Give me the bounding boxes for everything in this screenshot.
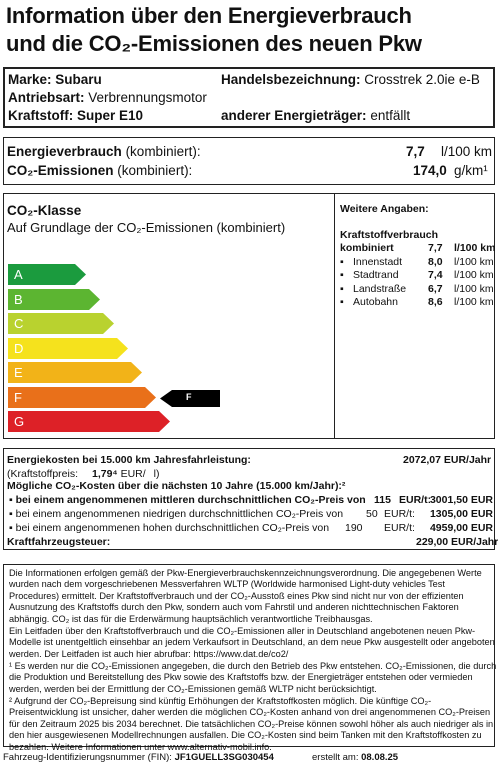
- verbrauch-value: 7,7: [428, 242, 443, 254]
- co2-class-title: CO₂-Klasse: [7, 203, 82, 218]
- scenario-price: 190: [345, 522, 363, 534]
- co2-kosten-row: [9, 494, 493, 506]
- co2-class-bar-e: [8, 362, 142, 383]
- scenario-value: 4959,00 EUR: [429, 522, 493, 534]
- weitere-title: Weitere Angaben:: [340, 203, 429, 215]
- verbrauch-label: kombiniert: [340, 242, 394, 254]
- co2-class-label: A: [14, 267, 23, 282]
- verbrauch-unit: l/100 km: [454, 269, 494, 281]
- verbrauch-unit: l/100 km: [454, 242, 496, 254]
- verbrauch-label: Landstraße: [353, 282, 407, 295]
- co2-emissionen-unit: g/km¹: [454, 163, 488, 178]
- verbrauch-value: 6,7: [428, 282, 443, 295]
- co2-class-label: C: [14, 316, 24, 331]
- kraftstoffverbrauch-title: Kraftstoffverbrauch: [340, 229, 439, 241]
- scenario-text: bei einem angenommenen hohen durchschnittlichen CO₂-Preis von: [15, 522, 330, 534]
- handelsbezeichnung: Handelsbezeichnung: Crosstrek 2.0ie e-B: [221, 72, 480, 87]
- consumption-box: [3, 137, 495, 185]
- erstellt-row: erstellt am: 08.08.25: [312, 752, 399, 763]
- fin-row: Fahrzeug-Identifizierungsnummer (FIN): JF1GUELL3SG030454: [3, 752, 274, 763]
- marke: Marke: Subaru: [8, 72, 102, 87]
- co2-kosten-row: [9, 522, 493, 534]
- co2-kosten-row: [9, 508, 493, 520]
- vehicle-box: [3, 67, 495, 128]
- current-class-label: F: [186, 392, 192, 402]
- footnote-paragraph-1: Die Informationen erfolgen gemäß der Pkw-Energieverbrauchskennzeichnungsverordnung. Die angegebenen Werte wurden nach dem vorgeschriebenen Messverfahren WLTP (Worldwide harmonised Light-duty vehicles Test Procedures) ermittelt. Der Kraftstoffverbrauch und der CO₂-Ausstoß eines Pkw sind nicht nur von der effizienten Ausnutzung des Kraftstoffs durch den Pkw, sondern auch vom Fahrstil und anderen nichttechnischen Faktoren abhängig. CO₂ ist das für die Erderwärmung hauptsächlich verantwortliche Treibhausgas.: [9, 568, 482, 624]
- kraftstoffpreis: (Kraftstoffpreis: 1,79⁴ EUR/ l): [7, 468, 160, 480]
- verbrauch-label: Stadtrand: [353, 269, 399, 281]
- bullet-icon: ▪: [9, 522, 16, 534]
- co2-class-bar-b: [8, 289, 100, 310]
- verbrauch-label: Autobahn: [353, 296, 398, 308]
- page-title: [6, 2, 496, 58]
- bullet-icon: ▪: [9, 494, 16, 506]
- energiekosten-label: Energiekosten bei 15.000 km Jahresfahrleistung:: [7, 454, 251, 466]
- current-class-indicator: [160, 390, 220, 407]
- bullet-icon: ▪: [340, 296, 344, 308]
- co2-class-bar-d: [8, 338, 128, 359]
- co2-class-subtitle: Auf Grundlage der CO₂-Emissionen (kombiniert): [7, 220, 286, 235]
- scenario-value: 3001,50 EUR: [429, 494, 493, 506]
- erstellt-date: 08.08.25: [361, 752, 399, 763]
- scenario-value: 1305,00 EUR: [429, 508, 493, 520]
- energiekosten-value: 2072,07 EUR/Jahr: [403, 454, 492, 466]
- fin-value: JF1GUELL3SG030454: [174, 752, 274, 763]
- scenario-unit: EUR/t:: [384, 522, 415, 534]
- verbrauch-label: Innenstadt: [353, 255, 403, 268]
- co2-emissionen-label: CO₂-Emissionen (kombiniert):: [7, 163, 193, 178]
- verbrauch-unit: l/100 km: [454, 282, 494, 295]
- kraftstoff: Kraftstoff: Super E10: [8, 108, 144, 123]
- co2-class-label: E: [14, 365, 23, 380]
- footnote-1: ¹ Es werden nur die CO₂-Emissionen angegeben, die durch den Betrieb des Pkw entstehen. CO₂-Emissionen, die durch die Produktion und Bereitstellung des Pkw sowie des Kraftstoffs bzw. der Energieträger entstehen oder vermieden werden, werden bei der Ermittlung der CO₂-Emissionen gemäß WLTP nicht berücksichtigt.: [9, 661, 497, 694]
- bullet-icon: ▪: [340, 255, 344, 268]
- verbrauch-unit: l/100 km: [454, 296, 494, 308]
- co2-class-bar-f: [8, 387, 156, 408]
- energieverbrauch-unit: l/100 km: [441, 144, 493, 159]
- divider: [334, 194, 335, 438]
- co2-class-label: D: [14, 340, 24, 356]
- kraftfahrzeugsteuer-label: Kraftfahrzeugsteuer:: [7, 536, 111, 548]
- co2-class-bar-a: [8, 264, 86, 285]
- anderer-energietraeger: anderer Energieträger: entfällt: [221, 108, 411, 123]
- title-line-1: Information über den Energieverbrauch: [6, 3, 412, 28]
- antriebsart: Antriebsart: Verbrennungsmotor: [8, 90, 207, 105]
- kraftfahrzeugsteuer-value: 229,00 EUR/Jahr: [416, 536, 498, 548]
- costs-box: [3, 448, 498, 550]
- footnotes-box: [3, 564, 497, 752]
- verbrauch-value: 8,0: [428, 255, 443, 268]
- co2-emissionen-value: 174,0: [413, 163, 447, 178]
- scenario-text: bei einem angenommenen mittleren durchschnittlichen CO₂-Preis von: [15, 494, 366, 506]
- verbrauch-value: 8,6: [428, 296, 443, 308]
- scenario-text: bei einem angenommenen niedrigen durchschnittlichen CO₂-Preis von: [15, 508, 344, 520]
- energieverbrauch-value: 7,7: [406, 144, 425, 159]
- co2-class-box: [3, 193, 495, 439]
- verbrauch-unit: l/100 km: [454, 255, 494, 268]
- bullet-icon: ▪: [9, 508, 16, 520]
- footnote-2: ² Aufgrund der CO₂-Bepreisung sind künftig Erhöhungen der Kraftstoffkosten möglich. Die künftige CO₂-Preisentwicklung ist unsicher, daher werden die möglichen CO₂-Kosten anhand von drei angenommenen CO₂-Preisen für den Zeitraum 2025 bis 2034 berechnet. Die tatsächlichen CO₂-Preise können sowohl höher als auch niedriger als in den hier ausgewiesenen Modellrechnungen ausfallen. Die CO₂-Kosten sind beim Tanken mit den Kraftstoffkosten zu bezahlen. Weitere Informationen unter www.alternativ-mobil.info.: [9, 696, 494, 752]
- co2-class-bar-c: [8, 313, 114, 334]
- scenario-price: 50: [366, 508, 378, 520]
- footnote-paragraph-2: Ein Leitfaden über den Kraftstoffverbrauch und die CO₂-Emissionen aller in Deutschland angebotenen neuen Pkw-Modelle ist unentgeltlich einsehbar an jedem Verkaufsort in Deutschland, an dem neue Pkw ausgestellt oder angeboten werden. Der Leitfaden ist auch hier abrufbar: https://www.dat.de/co2/: [9, 626, 495, 659]
- bullet-icon: ▪: [340, 269, 344, 281]
- title-line-2: und die CO₂-Emissionen des neuen Pkw: [6, 31, 422, 56]
- energieverbrauch-label: Energieverbrauch (kombiniert):: [7, 144, 201, 159]
- co2-kosten-label: Mögliche CO₂-Kosten über die nächsten 10 Jahre (15.000 km/Jahr):²: [7, 480, 346, 492]
- scenario-unit: EUR/t:: [399, 494, 432, 506]
- scenario-price: 115: [374, 494, 391, 506]
- co2-class-bar-g: [8, 411, 170, 432]
- scenario-unit: EUR/t:: [384, 508, 415, 520]
- co2-class-label: F: [14, 389, 22, 405]
- verbrauch-value: 7,4: [428, 269, 443, 281]
- bullet-icon: ▪: [340, 282, 344, 295]
- co2-class-label: G: [14, 414, 25, 429]
- co2-class-label: B: [14, 291, 23, 307]
